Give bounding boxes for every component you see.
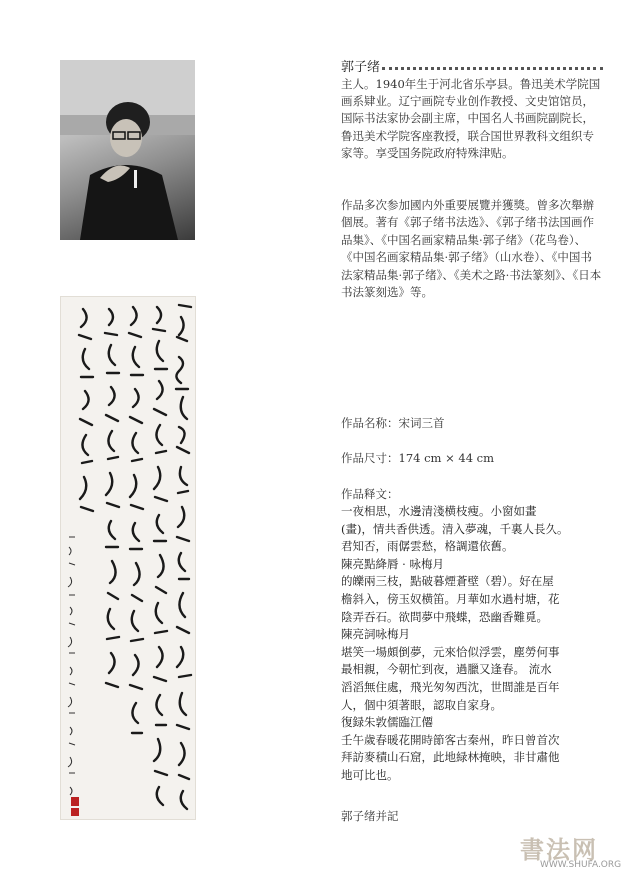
signature: 郭子绪并記 [341,809,399,823]
artist-portrait-illustration [60,60,195,240]
calligraphy-scroll [60,296,196,820]
poem-line: 堪笑一場頗倒夢，元來恰似浮雲，塵勞何事 [341,644,560,659]
work-size [341,450,603,466]
artist-photo [60,60,195,240]
poem-text [341,503,603,785]
work-text-label: 作品释文： [341,487,399,501]
dotted-leader [382,61,603,70]
artist-biography [341,76,603,162]
poem-line: 壬午歲春暖花開時節客古秦州，昨日曾首次 [341,732,560,747]
exhibitions-section [341,197,603,301]
poem-line: 滔滔無住處，飛光匆匆西沈，世間誰是百年 [341,679,560,694]
poem-line: 君知否，雨僝雲愁，格調還依舊。 [341,539,514,554]
logo-url: WWW.SHUFA.ORG [540,860,621,870]
poem-line: 地可比也。 [341,767,399,782]
poem-line: 最相親，今朝忙到夜，過臘又逢春。 流水 [341,662,552,677]
artist-name-heading [341,56,603,74]
poem-line: 人，個中須著眼，認取自家身。 [341,697,502,712]
biography-text: 主人。1940年生于河北省乐亭县。鲁迅美术学院国画系肄业。辽宁画院专业创作教授、文史馆馆员，国际书法家协会副主席，中国名人书画院副院长，鲁迅美术学院客座教授，联合国世界教科文组织专家等。享受国务院政府特殊津贴。 [341,77,601,160]
work-title: 作品名称：宋词三首 [341,416,445,430]
work-size-value: 174 cm × 44 cm [398,451,495,465]
poem-line: (畫)，情共香供透。清入夢魂，千裏人長久。 [341,521,569,536]
work-size-label: 作品尺寸： [341,451,399,465]
logo-text: 書法网 [520,835,598,864]
poem-line: 一夜相思，水邊清淺横枝瘦。小窗如畫 [341,504,537,518]
poem-line: 拜訪麥積山石窟，此地緑林掩映，非甘肅他 [341,750,560,765]
calligraphy-strokes [61,297,195,819]
poem-line: 陰弄吞石。欲問夢中飛蝶，恐幽香難覓。 [341,609,548,624]
artist-name: 郭子绪 [341,59,381,75]
poem-line: 陳亮詞咏梅月 [341,627,410,642]
poem-line: 檐斜入，傍玉奴横笛。月華如水過村塘，花 [341,591,560,606]
poem-line: 復録朱敦儒臨江僊 [341,715,433,730]
exhibitions-text: 作品多次参加國内外重要展覽并獲獎。曾多次舉辦個展。著有《郭子绪书法选》、《郭子绪书法国画作品集》、《中国名画家精品集·郭子绪》（花鸟卷）、《中国名画家精品集·郭子绪》（山水卷）、《中国书法家精品集·郭子绪》、《美术之路·书法篆刻》、《日本书法篆刻选》等。 [341,198,602,300]
site-logo [510,830,621,874]
poem-line: 陳亮點絳脣 · 咏梅月 [341,556,444,571]
poem-line: 的皪兩三枝，點破暮煙蒼壁（碧）。好在屋 [341,574,554,589]
